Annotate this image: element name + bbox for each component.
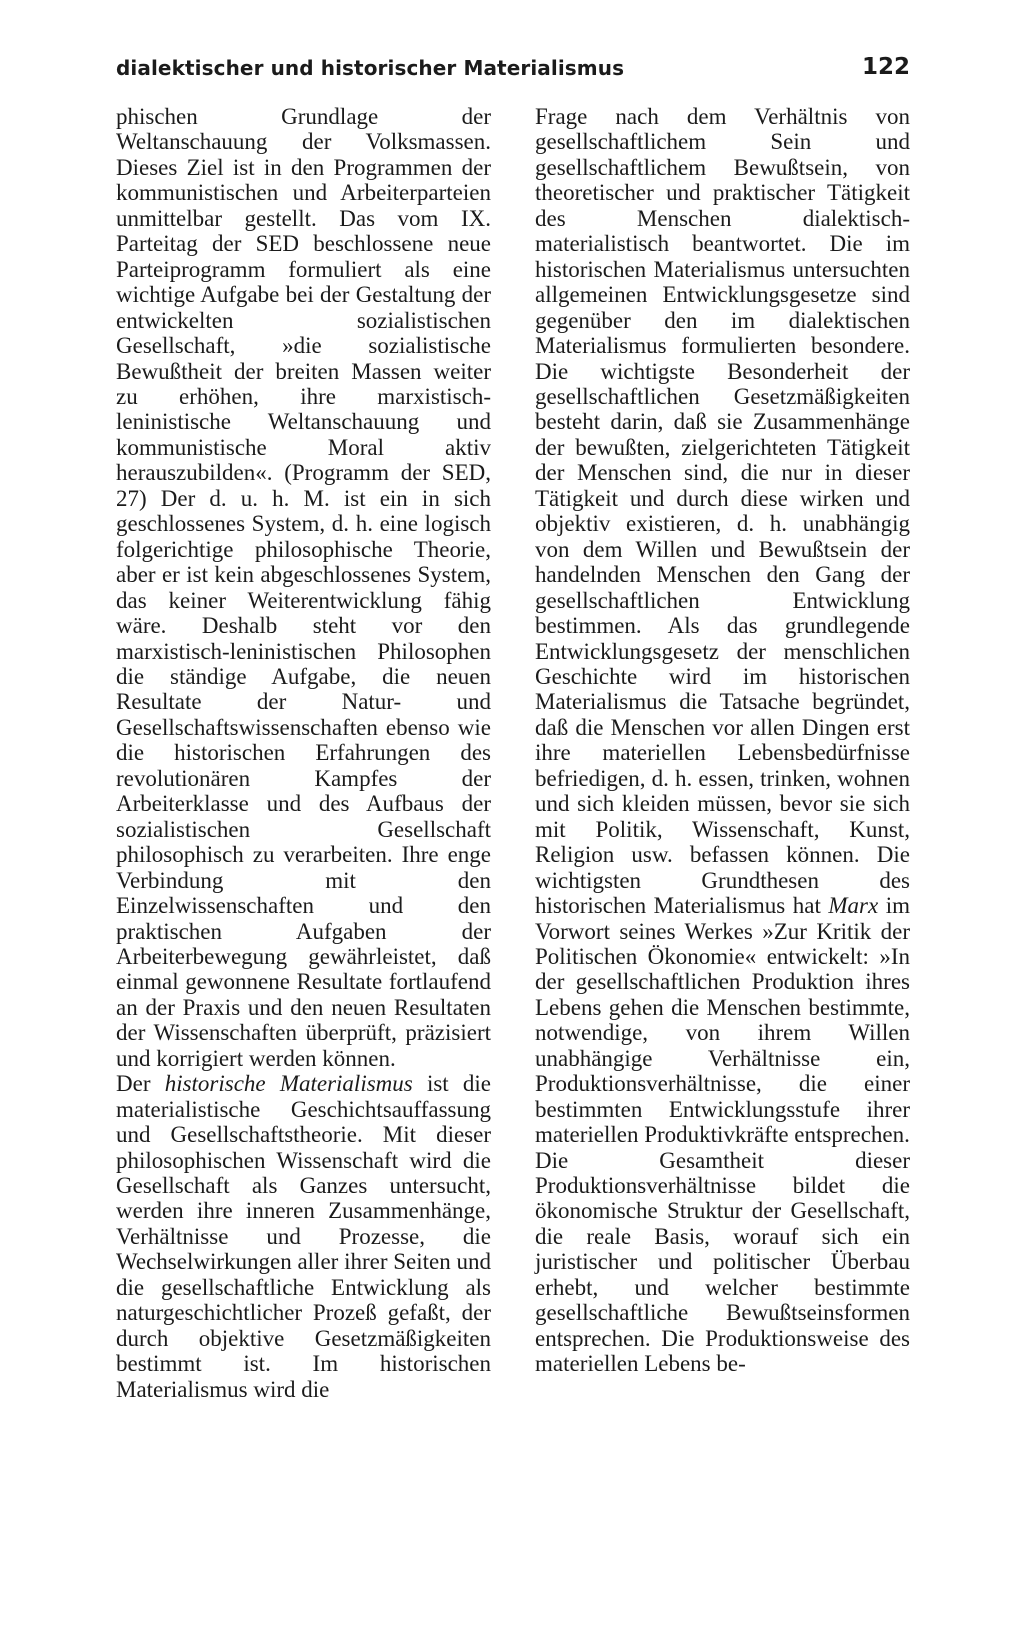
right-column xyxy=(535,104,910,1377)
paragraph-body-a: Frage nach dem Verhältnis von gesellschaftlichem Sein und gesellschaftlichem Bewußtsein, von theoretischer und praktischer Tätigkeit des Menschen dialektisch-materialistisch beantwortet. Die im historischen Materialismus untersuchten allgemeinen Entwicklungsgesetze sind gegenüber den im dialektischen Materialismus formulierten besondere. Die wichtigste Besonderheit der gesellschaftlichen Gesetzmäßigkeiten besteht darin, daß sie Zusammenhänge der bewußten, zielgerichteten Tätigkeit der Menschen sind, die nur in dieser Tätigkeit und durch diese wirken und objektiv existieren, d. h. unabhängig von dem Willen und Bewußtsein der handelnden Menschen den Gang der gesellschaftlichen Entwicklung bestimmen. Als das grundlegende Entwicklungsgesetz der menschlichen Geschichte wird im historischen Materialismus die Tatsache begründet, daß die Menschen vor allen Dingen erst ihre materiellen Lebensbedürfnisse befriedigen, d. h. essen, trinken, wohnen und sich kleiden müssen, bevor sie sich mit Politik, Wissenschaft, Kunst, Religion usw. befassen können. Die wichtigsten Grundthesen des historischen Materialismus hat xyxy=(535,104,910,919)
left-column xyxy=(116,104,491,1402)
paragraph-body: ist die materialistische Geschichtsauffassung und Gesellschaftstheorie. Mit dieser philosophischen Wissenschaft wird die Gesellschaft als Ganzes untersucht, werden ihre inneren Zusammenhänge, Verhältnisse und Prozesse, die Wechselwirkungen aller ihrer Seiten und die gesellschaftliche Entwicklung als naturgeschichtlicher Prozeß gefaßt, der durch objektive Gesetzmäßigkeiten bestimmt ist. Im historischen Materialismus wird die xyxy=(116,1071,491,1402)
page-number: 122 xyxy=(861,54,910,80)
right-paragraph-1 xyxy=(535,104,910,1148)
paragraph-lead: Der xyxy=(116,1071,165,1097)
page-header xyxy=(116,56,910,90)
running-title: dialektischer und historischer Materialismus xyxy=(116,56,625,80)
keyword-historische-materialismus: historische Materialismus xyxy=(164,1071,413,1097)
left-paragraph-1: phischen Grundlage der Weltanschauung der Volksmassen. Dieses Ziel ist in den Programmen der kommunistischen und Arbeiterparteien unmittelbar gestellt. Das vom IX. Parteitag der SED beschlossene neue Parteiprogramm formuliert als eine wichtige Aufgabe bei der Gestaltung der entwickelten sozialistischen Gesellschaft, »die sozialistische Bewußtheit der breiten Massen weiter zu erhöhen, ihre marxistisch-leninistische Weltanschauung und kommunistische Moral aktiv herauszubilden«. (Programm der SED, 27) Der d. u. h. M. ist ein in sich geschlossenes System, d. h. eine logisch folgerichtige philosophische Theorie, aber er ist kein abgeschlossenes System, das keiner Weiterentwicklung fähig wäre. Deshalb steht vor den marxistisch-leninistischen Philosophen die ständige Aufgabe, die neuen Resultate der Natur- und Gesellschaftswissenschaften ebenso wie die historischen Erfahrungen des revolutionären Kampfes der Arbeiterklasse und des Aufbaus der sozialistischen Gesellschaft philosophisch zu verarbeiten. Ihre enge Verbindung mit den Einzelwissenschaften und den praktischen Aufgaben der Arbeiterbewegung gewährleistet, daß einmal gewonnene Resultate fortlaufend an der Praxis und den neuen Resultaten der Wissenschaften überprüft, präzisiert und korrigiert werden können. xyxy=(116,104,491,1071)
right-paragraph-2: Die Gesamtheit dieser Produktionsverhältnisse bildet die ökonomische Struktur der Gesellschaft, die reale Basis, worauf sich ein juristischer und politischer Überbau erhebt, und welcher bestimmte gesellschaftliche Bewußtseinsformen entsprechen. Die Produktionsweise des materiellen Lebens be- xyxy=(535,1147,910,1377)
left-paragraph-2 xyxy=(116,1071,491,1402)
author-name-marx: Marx xyxy=(828,893,879,919)
paragraph-body-b: im Vorwort seines Werkes »Zur Kritik der Politischen Ökonomie« entwickelt: »In der gesellschaftlichen Produktion ihres Lebens gehen die Menschen bestimmte, notwendige, von ihrem Willen unabhängige Verhältnisse ein, Produktionsverhältnisse, die einer bestimmten Entwicklungsstufe ihrer materiellen Produktivkräfte entsprechen. xyxy=(535,893,910,1148)
